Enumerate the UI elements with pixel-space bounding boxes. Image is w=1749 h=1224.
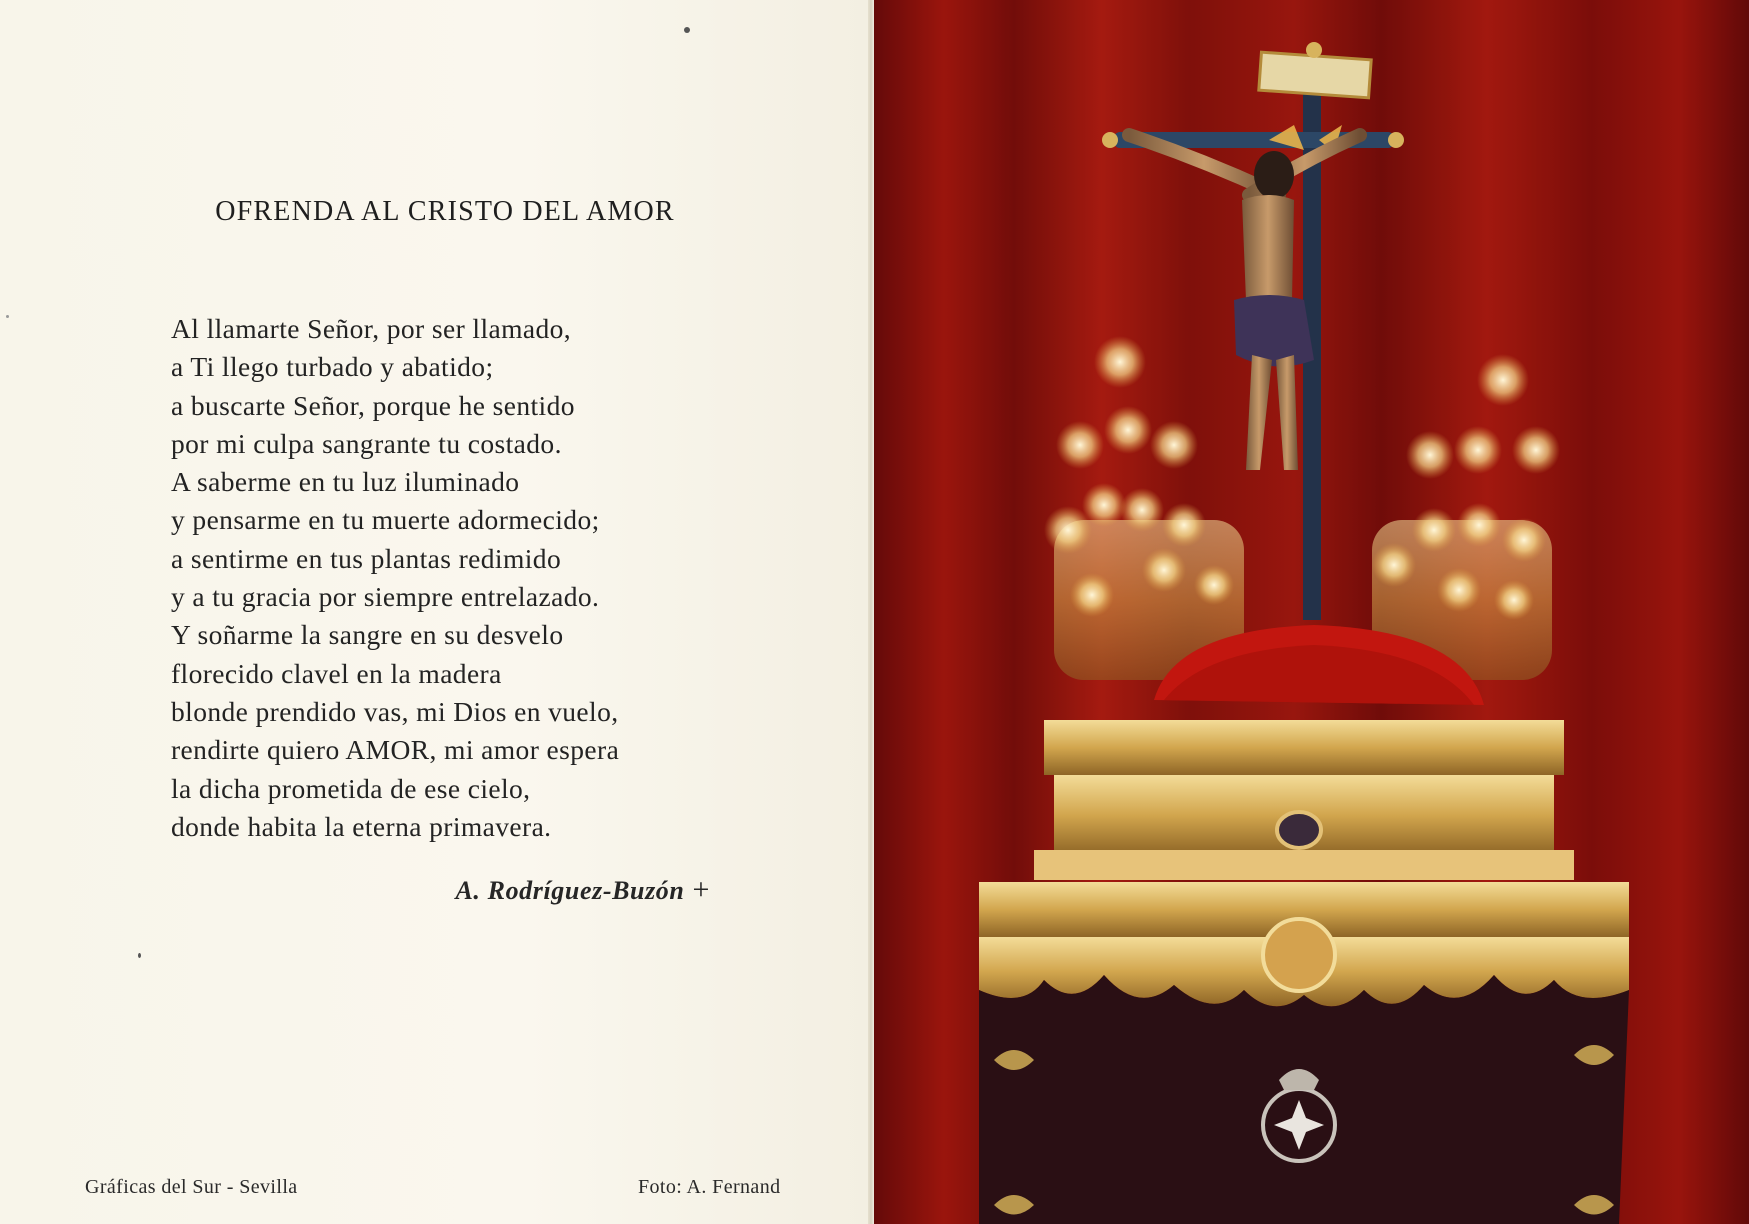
poem-line: la dicha prometida de ese cielo,	[171, 772, 531, 804]
poem-line: A saberme en tu luz iluminado	[171, 466, 520, 498]
poem-line: a sentirme en tus plantas redimido	[171, 542, 562, 574]
loincloth	[1234, 295, 1314, 366]
poem-line: florecido clavel en la madera	[171, 657, 502, 689]
poem	[171, 310, 619, 846]
poem-line: y a tu gracia por siempre entrelazado.	[171, 581, 600, 613]
poem-line: por mi culpa sangrante tu costado.	[171, 427, 562, 459]
poem-line: rendirte quiero AMOR, mi amor espera	[171, 734, 620, 766]
author-signature	[455, 873, 710, 907]
photo-credit: Foto: A. Fernand	[638, 1176, 781, 1198]
poem-line: blonde prendido vas, mi Dios en vuelo,	[171, 695, 619, 727]
poem-line: a Ti llego turbado y abatido;	[171, 351, 494, 383]
poem-line: Al llamarte Señor, por ser llamado,	[171, 313, 572, 344]
cross-mark: +	[692, 873, 710, 906]
poem-line: donde habita la eterna primavera.	[171, 810, 552, 842]
printer-credit: Gráficas del Sur - Sevilla	[85, 1176, 298, 1198]
paper-speck	[684, 27, 690, 33]
text-panel	[0, 0, 870, 1224]
crucifix-photo	[874, 0, 1749, 1224]
paso-illustration	[874, 0, 1749, 1224]
poem-line: a buscarte Señor, porque he sentido	[171, 389, 575, 421]
poem-title: OFRENDA AL CRISTO DEL AMOR	[215, 196, 675, 227]
velvet-platform	[979, 975, 1629, 1224]
paper-speck	[138, 953, 141, 958]
inri-plaque	[1259, 52, 1371, 98]
poem-line: y pensarme en tu muerte adormecido;	[171, 504, 600, 536]
author-name: A. Rodríguez-Buzón	[455, 876, 685, 905]
golden-float	[979, 720, 1629, 1006]
paper-speck	[6, 315, 9, 318]
poem-line: Y soñarme la sangre en su desvelo	[171, 619, 564, 651]
